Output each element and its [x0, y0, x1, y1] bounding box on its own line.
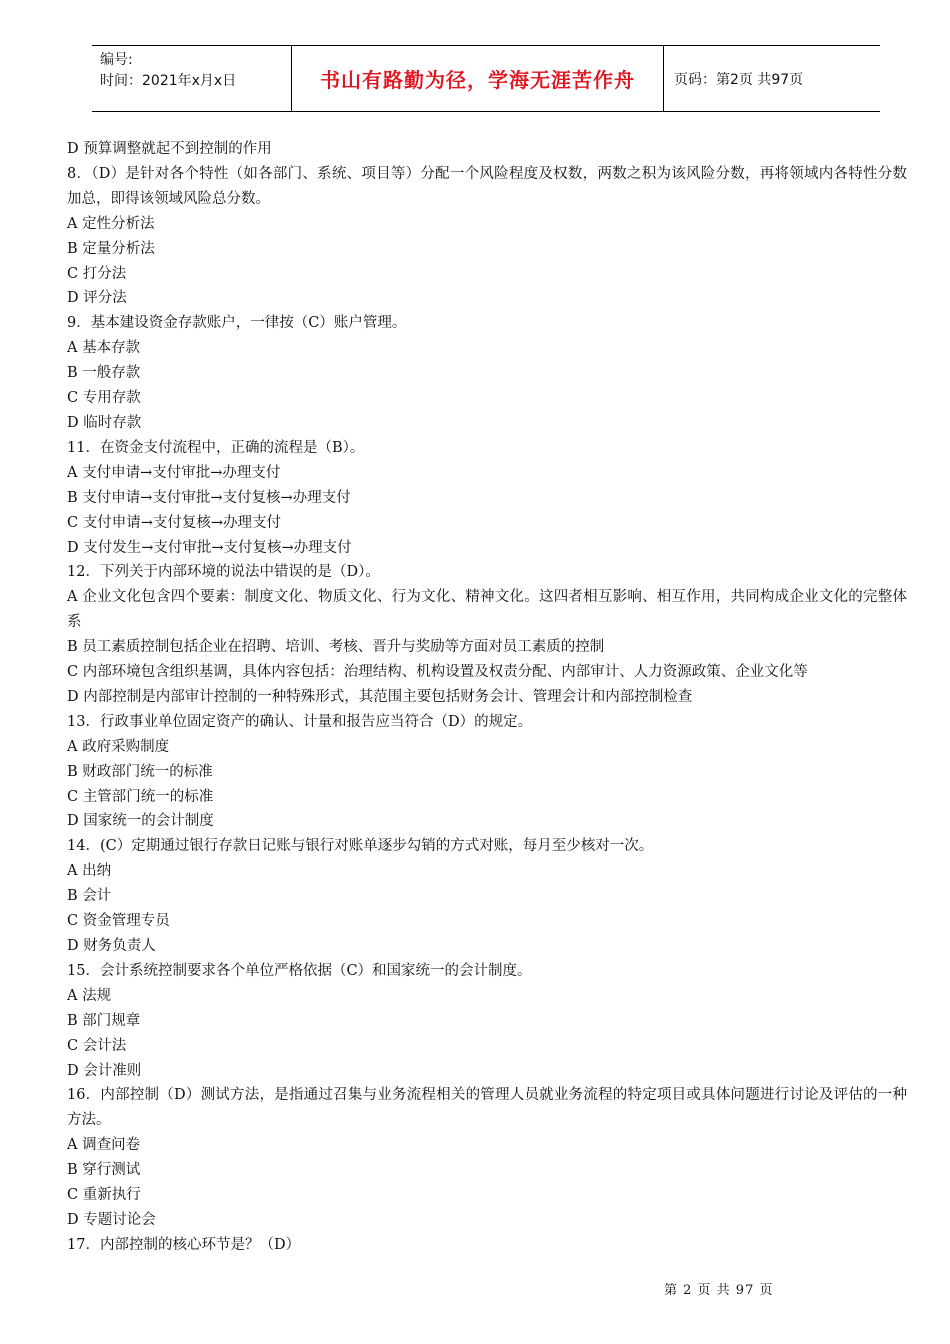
text-line: D 临时存款 — [67, 414, 142, 431]
text-line: D 国家统一的会计制度 — [67, 813, 214, 830]
text-line: 16．内部控制（D）测试方法，是指通过召集与业务流程相关的管理人员就业务流程的特定项目或具体问题进行讨论及评估的一种方法。 — [67, 1087, 907, 1129]
page-header — [92, 45, 880, 112]
page-footer: 第 2 页 共 97 页 — [664, 1283, 774, 1298]
text-line: 8．（D）是针对各个特性（如各部门、系统、项目等）分配一个风险程度及权数，两数之积为该风险分数，再将领域内各特性分数加总，即得该领域风险总分数。 — [67, 165, 907, 207]
text-line: D 评分法 — [67, 290, 127, 307]
text-line: D 会计准则 — [67, 1062, 142, 1079]
text-line: C 打分法 — [67, 265, 127, 282]
text-line: A 支付申请→支付审批→办理支付 — [67, 464, 281, 481]
header-motto-cell — [292, 46, 664, 111]
text-line: B 财政部门统一的标准 — [67, 763, 213, 780]
text-line: D 专题讨论会 — [67, 1211, 156, 1228]
text-line: B 穿行测试 — [67, 1162, 141, 1179]
header-page-info-cell — [664, 46, 880, 111]
header-page-info: 页码：第2页 共97页 — [674, 71, 804, 88]
text-line: B 一般存款 — [67, 365, 141, 382]
text-line: B 支付申请→支付审批→支付复核→办理支付 — [67, 489, 351, 506]
text-line: B 会计 — [67, 888, 112, 905]
text-line: A 调查问卷 — [67, 1137, 141, 1154]
text-line: A 基本存款 — [67, 340, 141, 357]
text-line: 14．(C）定期通过银行存款日记账与银行对账单逐步勾销的方式对账，每月至少核对一次。 — [67, 838, 654, 855]
document-body — [67, 137, 907, 1258]
text-line: A 法规 — [67, 987, 112, 1004]
document-time-label: 时间：2021年x月x日 — [100, 73, 237, 89]
document-number-label: 编号: — [100, 52, 133, 68]
text-line: 17．内部控制的核心环节是？（D） — [67, 1236, 301, 1253]
text-line: 12．下列关于内部环境的说法中错误的是（D）。 — [67, 564, 380, 581]
text-line: A 定性分析法 — [67, 215, 155, 232]
text-line: 11．在资金支付流程中，正确的流程是（B）。 — [67, 439, 365, 456]
header-motto: 书山有路勤为径，学海无涯苦作舟 — [320, 68, 635, 92]
text-line: D 支付发生→支付审批→支付复核→办理支付 — [67, 539, 352, 556]
text-line: 13．行政事业单位固定资产的确认、计量和报告应当符合（D）的规定。 — [67, 713, 533, 730]
text-line: B 定量分析法 — [67, 240, 155, 257]
text-line: C 专用存款 — [67, 390, 141, 407]
text-line: B 部门规章 — [67, 1012, 141, 1029]
text-line: D 财务负责人 — [67, 938, 156, 954]
text-line: C 主管部门统一的标准 — [67, 788, 214, 805]
text-line: C 资金管理专员 — [67, 913, 170, 930]
text-line: C 支付申请→支付复核→办理支付 — [67, 514, 282, 531]
header-meta — [92, 46, 292, 111]
text-line: A 企业文化包含四个要素：制度文化、物质文化、行为文化、精神文化。这四者相互影响、相互作用，共同构成企业文化的完整体系 — [67, 589, 907, 631]
text-line: D 预算调整就起不到控制的作用 — [67, 141, 272, 157]
text-line: C 会计法 — [67, 1037, 127, 1054]
text-line: D 内部控制是内部审计控制的一种特殊形式，其范围主要包括财务会计、管理会计和内部控制检查 — [67, 688, 693, 705]
text-line: A 政府采购制度 — [67, 738, 170, 755]
text-line: A 出纳 — [67, 863, 112, 880]
text-line: C 内部环境包含组织基调，具体内容包括：治理结构、机构设置及权责分配、内部审计、人力资源政策、企业文化等 — [67, 664, 808, 681]
text-line: B 员工素质控制包括企业在招聘、培训、考核、晋升与奖励等方面对员工素质的控制 — [67, 639, 605, 656]
text-line: 9．基本建设资金存款账户，一律按（C）账户管理。 — [67, 315, 407, 332]
text-line: 15．会计系统控制要求各个单位严格依据（C）和国家统一的会计制度。 — [67, 962, 532, 979]
text-line: C 重新执行 — [67, 1187, 141, 1204]
